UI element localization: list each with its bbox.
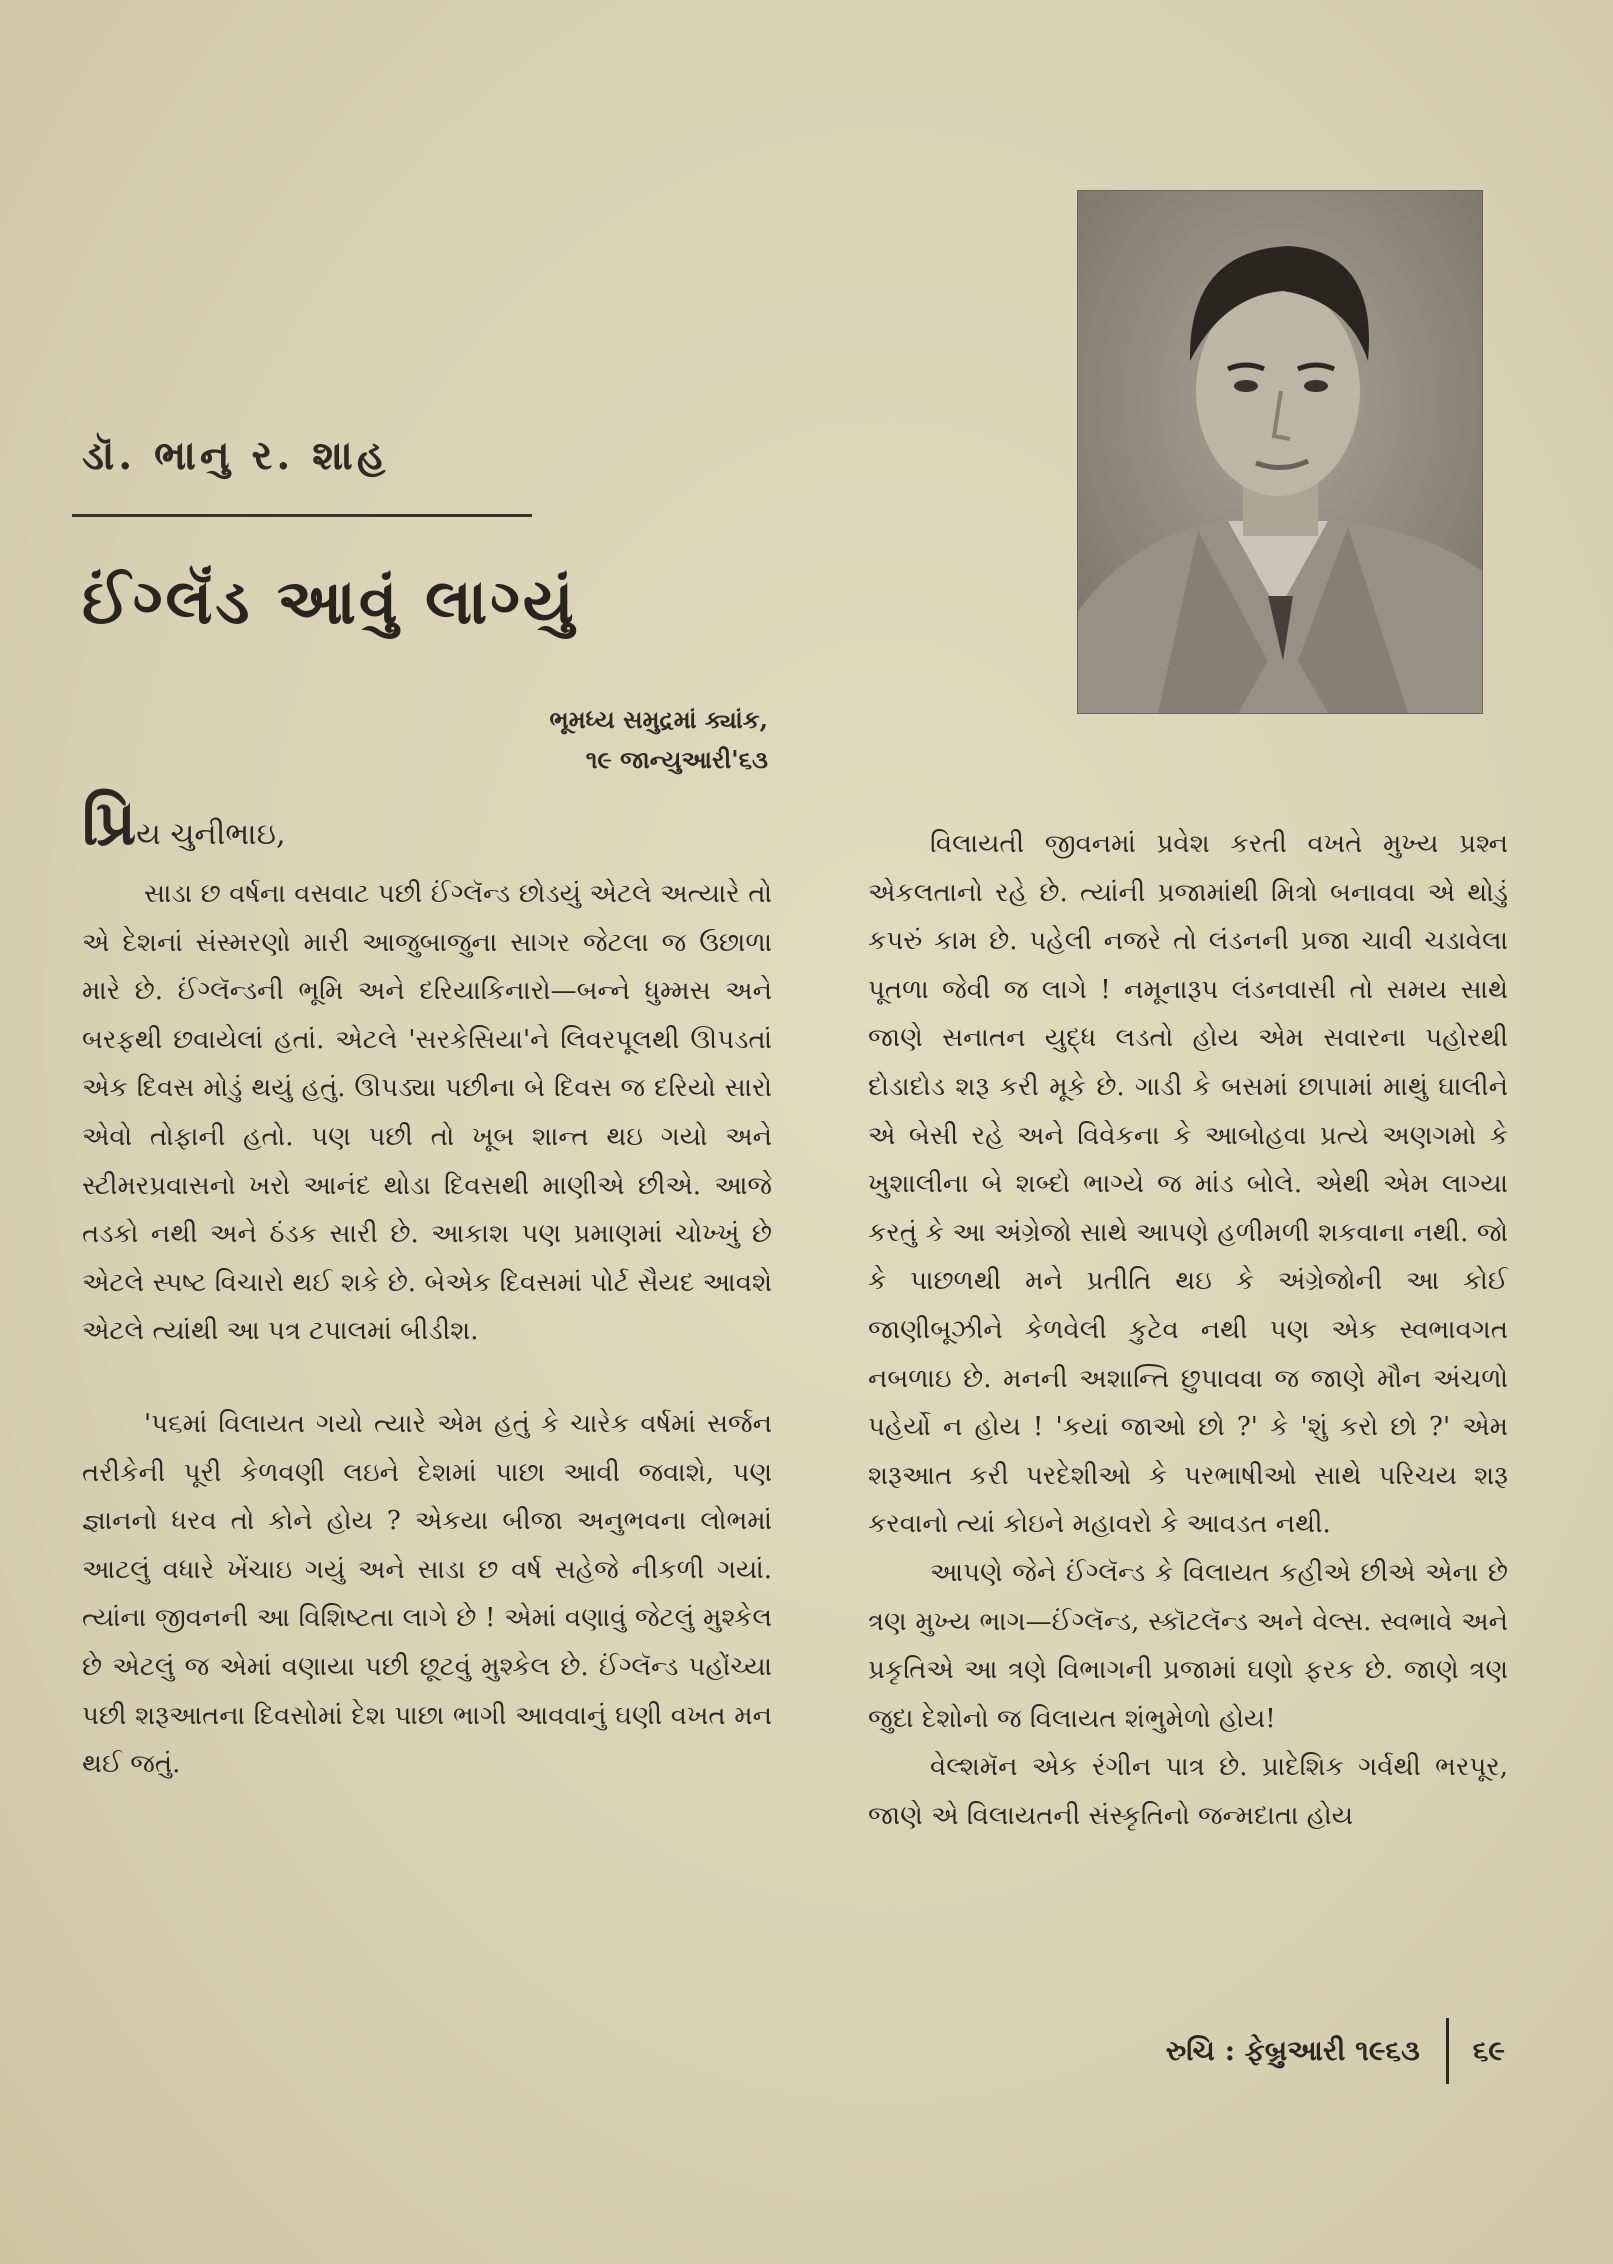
page-footer [1166,2018,1505,2084]
page-number: ૬૯ [1472,2034,1505,2067]
dateline [550,700,768,780]
author-photo [1077,190,1483,714]
paragraph: 'પ૬માં વિલાયત ગયો ત્યારે એમ હતું કે ચારેક વર્ષમાં સર્જન તરીકેની પૂરી કેળવણી લઇને દેશમાં પાછા આવી જવાશે, પણ જ્ઞાનનો ધરવ તો કોને હોય ? એકયા બીજા અનુભવના લોભમાં આટલું વધારે ખેંચાઇ ગયું અને સાડા છ વર્ષ સહેજે નીકળી ગયાં. ત્યાંના જીવનની આ વિશિષ્ટતા લાગે છે ! એમાં વણાવું જેટલું મુશ્કેલ છે એટલું જ એમાં વણાયા પછી છૂટવું મુશ્કેલ છે. ઈંગ્લૅન્ડ પહોંચ્યા પછી શરૂઆતના દિવસોમાં દેશ પાછા ભાગી આવવાનું ઘણી વખત મન થઈ જતું. [82,1408,772,1780]
left-column [82,786,772,1789]
salutation-dropcap: પ્રિ [82,786,137,859]
dateline-place: ભૂમધ્ય સમુદ્રમાં ક્યાંક, [549,705,768,734]
author-name: ડૉ. ભાનુ ર. શાહ [82,432,390,479]
paragraph: આપણે જેને ઈંગ્લૅન્ડ કે વિલાયત કહીએ છીએ એના છે ત્રણ મુખ્ય ભાગ—ઈંગ્લૅન્ડ, સ્કૉટલૅન્ડ અને વેલ્સ. સ્વભાવે અને પ્રકૃતિએ આ ત્રણે વિભાગની પ્રજામાં ઘણો ફરક છે. જાણે ત્રણ જુદા દેશોનો જ વિલાયત શંભુમેળો હોય! [868,1557,1508,1734]
paragraph: સાડા છ વર્ષના વસવાટ પછી ઈંગ્લૅન્ડ છોડયું એટલે અત્યારે તો એ દેશનાં સંસ્મરણો મારી આજુબાજુના સાગર જેટલા જ ઉછાળા મારે છે. ઈંગ્લૅન્ડની ભૂમિ અને દરિયાકિનારો—બન્ને ધુમ્મસ અને બરફથી છવાયેલાં હતાં. એટલે 'સરકેસિયા'ને લિવરપૂલથી ઊપડતાં એક દિવસ મોડું થયું હતું. ઊપડ્યા પછીના બે દિવસ જ દરિયો સારો એવો તોફાની હતો. પણ પછી તો ખૂબ શાન્ત થઇ ગયો અને સ્ટીમરપ્રવાસનો ખરો આનંદ થોડા દિવસથી માણીએ છીએ. આજે તડકો નથી અને ઠંડક સારી છે. આકાશ પણ પ્રમાણમાં ચોખ્ખું છે એટલે સ્પષ્ટ વિચારો થઈ શકે છે. બેએક દિવસમાં પોર્ટ સૈયદ આવશે એટલે ત્યાંથી આ પત્ર ટપાલમાં બીડીશ. [82,879,772,1347]
right-column [868,820,1508,1840]
paragraph: વિલાયતી જીવનમાં પ્રવેશ કરતી વખતે મુખ્ય પ્રશ્ન એકલતાનો રહે છે. ત્યાંની પ્રજામાંથી મિત્રો બનાવવા એ થોડું કપરું કામ છે. પહેલી નજરે તો લંડનની પ્રજા ચાવી ચડાવેલા પૂતળા જેવી જ લાગે ! નમૂનારૂપ લંડનવાસી તો સમય સાથે જાણે સનાતન યુદ્ધ લડતો હોય એમ સવારના પહોરથી દોડાદોડ શરૂ કરી મૂકે છે. ગાડી કે બસમાં છાપામાં માથું ઘાલીને એ બેસી રહે અને વિવેકના કે આબોહવા પ્રત્યે અણગમો કે ખુશાલીના બે શબ્દો ભાગ્યે જ માંડ બોલે. એથી એમ લાગ્યા કરતું કે આ અંગ્રેજો સાથે આપણે હળીમળી શકવાના નથી. જો કે પાછળથી મને પ્રતીતિ થઇ કે અંગ્રેજોની આ કોઈ જાણીબૂઝીને કેળવેલી કુટેવ નથી પણ એક સ્વભાવગત નબળાઇ છે. મનની અશાન્તિ છુપાવવા જ જાણે મૌન અંચળો પહેર્યો ન હોય ! 'કયાં જાઓ છો ?' કે 'શું કરો છો ?' એમ શરૂઆત કરી પરદેશીઓ કે પરભાષીઓ સાથે પરિચય શરૂ કરવાનો ત્યાં કોઇને મહાવરો કે આવડત નથી. [868,829,1508,1540]
dateline-date: ૧૯ જાન્યુઆરી'૬૩ [585,745,768,774]
title-rule [72,514,532,517]
salutation-text: ય ચુનીભાઇ, [136,817,286,852]
footer-divider [1446,2018,1449,2084]
article-title: ઈંગ્લૅંડ આવું લાગ્યું [82,565,577,638]
footer-magazine: રુચિ : ફેબ્રુઆરી ૧૯૬૩ [1165,2034,1420,2067]
paragraph: વેલ્શમૅન એક રંગીન પાત્ર છે. પ્રાદેશિક ગર્વથી ભરપૂર, જાણે એ વિલાયતની સંસ્કૃતિનો જન્મદાતા હોય [868,1752,1508,1831]
paragraph-gap [82,1356,772,1400]
salutation [82,786,772,870]
